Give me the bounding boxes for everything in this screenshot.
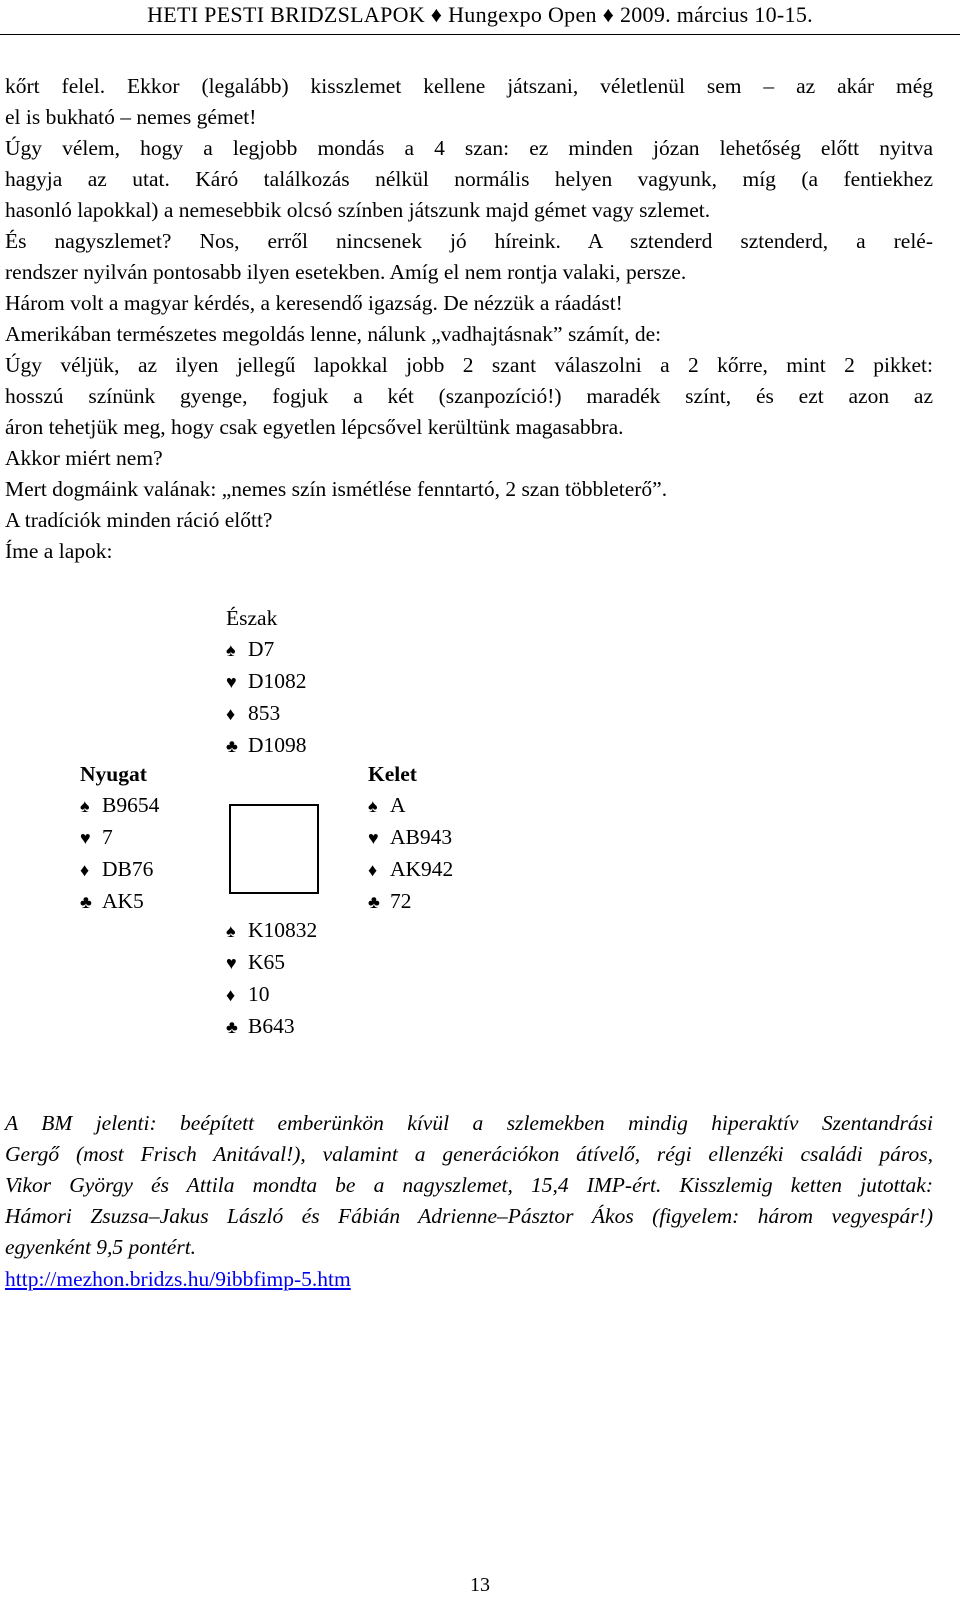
source-link[interactable]: http://mezhon.bridzs.hu/9ibbfimp-5.htm	[5, 1267, 351, 1291]
south-hearts: K65	[248, 950, 286, 974]
text-line: kőrt felel. Ekkor (legalább) kisszlemet kellene játszani, véletlenül sem – az akár még	[5, 74, 933, 98]
hand-north	[226, 603, 307, 762]
hand-east-label: Kelet	[368, 762, 417, 786]
west-spades: B9654	[102, 793, 160, 817]
west-clubs: AK5	[102, 889, 144, 913]
text-line: rendszer nyilván pontosabb ilyen esetekben. Amíg el nem rontja valaki, persze.	[5, 260, 687, 284]
diamond-icon: ♦	[368, 860, 378, 880]
east-diamonds: AK942	[390, 857, 454, 881]
text-line: A tradíciók minden ráció előtt?	[5, 508, 273, 532]
south-clubs: B643	[248, 1014, 295, 1038]
report-line: Hámori Zsuzsa–Jakus László és Fábián Adrienne–Pásztor Ákos (figyelem: három vegyespár!)	[5, 1204, 933, 1228]
club-icon: ♣	[226, 1017, 238, 1037]
text-line: Amerikában természetes megoldás lenne, nálunk „vadhajtásnak” számít, de:	[5, 322, 662, 346]
hand-south	[226, 915, 317, 1043]
text-line: el is bukható – nemes gémet!	[5, 105, 257, 129]
hand-east	[368, 759, 453, 918]
results-report	[5, 1108, 933, 1263]
hand-west-label: Nyugat	[80, 762, 147, 786]
report-line: egyenként 9,5 pontért.	[5, 1235, 197, 1259]
north-diamonds: 853	[248, 701, 281, 725]
text-line: Három volt a magyar kérdés, a keresendő igazság. De nézzük a ráadást!	[5, 291, 623, 315]
east-clubs: 72	[390, 889, 412, 913]
bridge-table-diagram	[229, 804, 319, 894]
text-line: Úgy véljük, az ilyen jellegű lapokkal jobb 2 szant válaszolni a 2 kőrre, mint 2 pikket:	[5, 353, 933, 377]
article-body	[5, 71, 933, 567]
text-line: hagyja az utat. Káró találkozás nélkül normális helyen vagyunk, míg (a fentiekhez	[5, 167, 933, 191]
report-line: A BM jelenti: beépített emberünkön kívül a szlemekben mindig hiperaktív Szentandrási	[5, 1111, 933, 1135]
diamond-icon: ♦	[226, 985, 236, 1005]
hand-north-label: Észak	[226, 606, 278, 630]
club-icon: ♣	[368, 892, 380, 912]
spade-icon: ♠	[80, 796, 90, 816]
text-line: hasonló lapokkal) a nemesebbik olcsó színben játszunk majd gémet vagy szlemet.	[5, 198, 711, 222]
text-line: Íme a lapok:	[5, 539, 113, 563]
page-number: 13	[470, 1574, 490, 1596]
spade-icon: ♠	[368, 796, 378, 816]
heart-icon: ♥	[368, 828, 379, 848]
header-title: HETI PESTI BRIDZSLAPOK ♦ Hungexpo Open ♦ 2009. március 10-15.	[147, 2, 813, 27]
club-icon: ♣	[226, 736, 238, 756]
text-line: Mert dogmáink valának: „nemes szín ismétlése fenntartó, 2 szan többleterő”.	[5, 477, 668, 501]
east-hearts: AB943	[390, 825, 453, 849]
text-line: És nagyszlemet? Nos, erről nincsenek jó híreink. A sztenderd sztenderd, a relé-	[5, 229, 933, 253]
heart-icon: ♥	[226, 672, 237, 692]
south-diamonds: 10	[248, 982, 270, 1006]
west-diamonds: DB76	[102, 857, 154, 881]
text-line: áron tehetjük meg, hogy csak egyetlen lépcsővel kerültünk magasabbra.	[5, 415, 624, 439]
text-line: Úgy vélem, hogy a legjobb mondás a 4 szan: ez minden józan lehetőség előtt nyitva	[5, 136, 933, 160]
spade-icon: ♠	[226, 640, 236, 660]
hand-west	[80, 759, 159, 918]
west-hearts: 7	[102, 825, 113, 849]
heart-icon: ♥	[226, 953, 237, 973]
text-line: hosszú színünk gyenge, fogjuk a két (szanpozíció!) maradék színt, és ezt azon az	[5, 384, 933, 408]
heart-icon: ♥	[80, 828, 91, 848]
north-clubs: D1098	[248, 733, 307, 757]
text-line: Akkor miért nem?	[5, 446, 163, 470]
north-spades: D7	[248, 637, 275, 661]
report-line: Vikor György és Attila mondta be a nagyszlemet, 15,4 IMP-ért. Kisszlemig ketten jutottak:	[5, 1173, 933, 1197]
diamond-icon: ♦	[226, 704, 236, 724]
report-line: Gergő (most Frisch Anitával!), valamint a generációkon átívelő, régi ellenzéki családi páros,	[5, 1142, 933, 1166]
east-spades: A	[390, 793, 406, 817]
north-hearts: D1082	[248, 669, 307, 693]
south-spades: K10832	[248, 918, 318, 942]
spade-icon: ♠	[226, 921, 236, 941]
page-header	[0, 2, 960, 35]
diamond-icon: ♦	[80, 860, 90, 880]
club-icon: ♣	[80, 892, 92, 912]
